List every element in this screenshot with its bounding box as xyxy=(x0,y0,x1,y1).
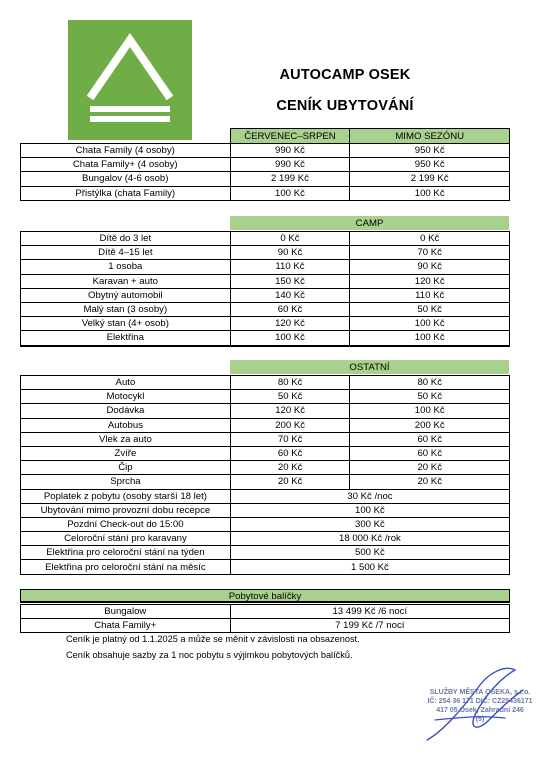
item-label: Elektřina pro celoroční stání na týden xyxy=(21,546,231,560)
season-price: 200 Kč xyxy=(230,418,350,432)
item-label: Bungalov (4-6 osob) xyxy=(21,172,231,186)
stamp-line: (5) xyxy=(475,716,485,723)
season-price: 110 Kč xyxy=(230,260,350,274)
table-row xyxy=(21,517,510,531)
season-price: 60 Kč xyxy=(230,302,350,316)
other-table xyxy=(20,375,510,575)
table-row xyxy=(21,288,510,302)
table-row xyxy=(21,546,510,560)
item-label: Autobus xyxy=(21,418,231,432)
offseason-price: 50 Kč xyxy=(350,390,510,404)
item-label: Malý stan (3 osoby) xyxy=(21,302,231,316)
offseason-price: 90 Kč xyxy=(350,260,510,274)
stamp-line: 417 05 Osek, Zahradní 246 xyxy=(436,707,524,714)
season-price: 990 Kč xyxy=(230,158,350,172)
item-label: Poplatek z pobytu (osoby starší 18 let) xyxy=(21,489,231,503)
item-label: Dítě 4–15 let xyxy=(21,246,231,260)
table-row xyxy=(21,619,510,633)
season-price: 100 Kč xyxy=(230,331,350,346)
offseason-price: 200 Kč xyxy=(350,418,510,432)
season-price: 150 Kč xyxy=(230,274,350,288)
season-price: 20 Kč xyxy=(230,461,350,475)
offseason-price: 60 Kč xyxy=(350,446,510,460)
camp-section-header: CAMP xyxy=(230,216,509,230)
stamp-line: IČ: 254 36 171 DIČ: CZ25436171 xyxy=(427,698,533,705)
table-row xyxy=(21,532,510,546)
item-label: Chata Family+ (4 osoby) xyxy=(21,158,231,172)
table-row xyxy=(21,144,510,158)
column-offseason: MIMO SEZÓNU xyxy=(350,129,510,144)
camp-table xyxy=(20,231,510,347)
price: 1 500 Kč xyxy=(230,560,509,574)
offseason-price: 80 Kč xyxy=(350,376,510,390)
table-row xyxy=(21,317,510,331)
table-row xyxy=(21,158,510,172)
table-row xyxy=(21,461,510,475)
table-row xyxy=(21,418,510,432)
item-label: Dodávka xyxy=(21,404,231,418)
season-price: 70 Kč xyxy=(230,432,350,446)
tent-icon xyxy=(68,20,192,140)
offseason-price: 50 Kč xyxy=(350,302,510,316)
season-price: 20 Kč xyxy=(230,475,350,489)
column-header-row xyxy=(21,129,510,144)
table-row xyxy=(21,186,510,200)
table-row xyxy=(21,475,510,489)
offseason-price: 950 Kč xyxy=(350,144,510,158)
offseason-price: 950 Kč xyxy=(350,158,510,172)
table-row xyxy=(21,376,510,390)
item-label: 1 osoba xyxy=(21,260,231,274)
price: 30 Kč /noc xyxy=(230,489,509,503)
price: 300 Kč xyxy=(230,517,509,531)
table-row xyxy=(21,302,510,316)
packages-section-header: Pobytové balíčky xyxy=(20,589,510,603)
table-row xyxy=(21,390,510,404)
price: 7 199 Kč /7 nocí xyxy=(230,619,509,633)
offseason-price: 120 Kč xyxy=(350,274,510,288)
season-price: 90 Kč xyxy=(230,246,350,260)
offseason-price: 0 Kč xyxy=(350,232,510,246)
item-label: Elektřina pro celoroční stání na měsíc xyxy=(21,560,231,574)
season-price: 100 Kč xyxy=(230,186,350,200)
price: 18 000 Kč /rok xyxy=(230,532,509,546)
item-label: Karavan + auto xyxy=(21,274,231,288)
offseason-price: 110 Kč xyxy=(350,288,510,302)
item-label: Dítě do 3 let xyxy=(21,232,231,246)
table-row xyxy=(21,560,510,574)
item-label: Zvíře xyxy=(21,446,231,460)
item-label: Pozdní Check-out do 15:00 xyxy=(21,517,231,531)
item-label: Sprcha xyxy=(21,475,231,489)
other-section-header: OSTATNÍ xyxy=(230,360,509,374)
table-row xyxy=(21,260,510,274)
offseason-price: 100 Kč xyxy=(350,317,510,331)
stamp-line: SLUŽBY MĚSTA OSEKA, s.r.o. xyxy=(429,689,531,696)
offseason-price: 100 Kč xyxy=(350,404,510,418)
offseason-price: 2 199 Kč xyxy=(350,172,510,186)
table-row xyxy=(21,605,510,619)
table-row xyxy=(21,432,510,446)
table-row xyxy=(21,503,510,517)
table-row xyxy=(21,331,510,346)
signature-icon xyxy=(405,660,540,755)
season-price: 60 Kč xyxy=(230,446,350,460)
offseason-price: 100 Kč xyxy=(350,186,510,200)
validity-note: Ceník je platný od 1.1.2025 a může se měnit v závislosti na obsazenost. xyxy=(66,634,360,644)
season-price: 140 Kč xyxy=(230,288,350,302)
season-price: 120 Kč xyxy=(230,317,350,331)
season-price: 50 Kč xyxy=(230,390,350,404)
item-label: Auto xyxy=(21,376,231,390)
item-label: Obytný automobil xyxy=(21,288,231,302)
table-row xyxy=(21,404,510,418)
item-label: Ubytování mimo provozní dobu recepce xyxy=(21,503,231,517)
column-season: ČERVENEC–SRPEN xyxy=(230,129,350,144)
item-label: Vlek za auto xyxy=(21,432,231,446)
packages-table xyxy=(20,604,510,633)
rates-note: Ceník obsahuje sazby za 1 noc pobytu s výjimkou pobytových balíčků. xyxy=(66,650,353,660)
lodging-table xyxy=(20,128,510,201)
price: 100 Kč xyxy=(230,503,509,517)
table-row xyxy=(21,172,510,186)
season-price: 2 199 Kč xyxy=(230,172,350,186)
item-label: Motocykl xyxy=(21,390,231,404)
item-label: Chata Family+ xyxy=(21,619,231,633)
price: 13 499 Kč /6 nocí xyxy=(230,605,509,619)
item-label: Velký stan (4+ osob) xyxy=(21,317,231,331)
offseason-price: 100 Kč xyxy=(350,331,510,346)
item-label: Čip xyxy=(21,461,231,475)
table-row xyxy=(21,274,510,288)
season-price: 80 Kč xyxy=(230,376,350,390)
table-row xyxy=(21,232,510,246)
item-label: Celoroční stání pro karavany xyxy=(21,532,231,546)
table-row xyxy=(21,489,510,503)
company-title: AUTOCAMP OSEK xyxy=(279,67,411,83)
season-price: 120 Kč xyxy=(230,404,350,418)
offseason-price: 20 Kč xyxy=(350,461,510,475)
offseason-price: 70 Kč xyxy=(350,246,510,260)
offseason-price: 20 Kč xyxy=(350,475,510,489)
page-title: CENÍK UBYTOVÁNÍ xyxy=(276,98,414,114)
season-price: 0 Kč xyxy=(230,232,350,246)
season-price: 990 Kč xyxy=(230,144,350,158)
item-label: Chata Family (4 osoby) xyxy=(21,144,231,158)
table-row xyxy=(21,246,510,260)
item-label: Elektřina xyxy=(21,331,231,346)
item-label: Bungalow xyxy=(21,605,231,619)
table-row xyxy=(21,446,510,460)
price: 500 Kč xyxy=(230,546,509,560)
camp-logo xyxy=(68,20,192,140)
offseason-price: 60 Kč xyxy=(350,432,510,446)
item-label: Přistýlka (chata Family) xyxy=(21,186,231,200)
